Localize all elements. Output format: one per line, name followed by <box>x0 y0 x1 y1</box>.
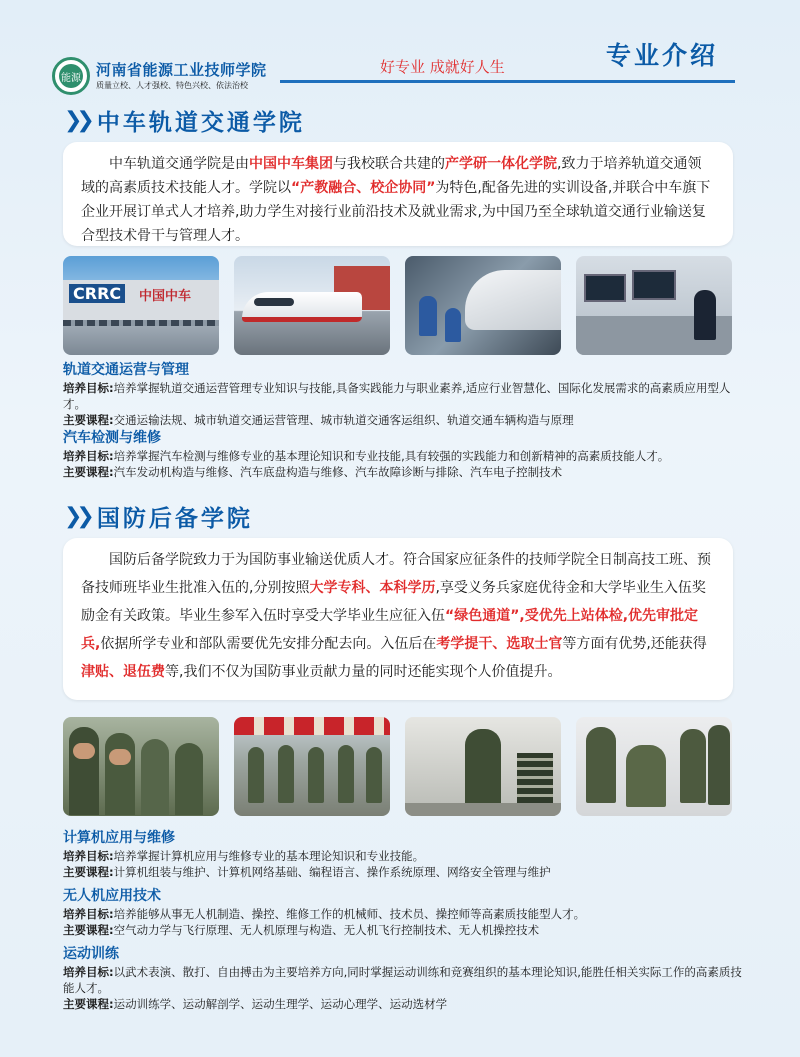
double-chevron-icon: ❯❯ <box>64 108 89 133</box>
goal-label: 培养目标: <box>63 907 114 921</box>
programs-crrc <box>63 360 743 480</box>
highlight-text: 大学专科、本科学历 <box>309 580 436 596</box>
photo-crrc-building <box>63 256 219 355</box>
intro-defense <box>63 538 733 700</box>
intro-crrc <box>63 142 733 246</box>
program-goal <box>63 848 743 864</box>
program-goal <box>63 448 743 464</box>
program-courses <box>63 922 743 938</box>
photo-bullet-train <box>234 256 390 355</box>
intro-text: ,致力于培养轨道交通领域的高素质技术技能人才。学院以 <box>81 156 702 196</box>
highlight-text: 产学研一体化学院 <box>445 156 557 172</box>
program-goal <box>63 380 743 412</box>
school-logo <box>52 57 90 95</box>
goal-text: 培养掌握汽车检测与维修专业的基本理论知识和专业技能,具有较强的实践能力和创新精神的高素质技能人才。 <box>113 449 670 463</box>
goal-label: 培养目标: <box>63 965 114 979</box>
programs-defense <box>63 828 743 1012</box>
photo-soldiers-snow <box>576 717 732 816</box>
intro-text: 等,我们不仅为国防事业贡献力量的同时还能实现个人价值提升。 <box>165 664 562 680</box>
goal-label: 培养目标: <box>63 849 114 863</box>
program-courses <box>63 464 743 480</box>
section-heading-defense <box>64 500 253 533</box>
program-courses <box>63 864 743 880</box>
photo-soldier-training <box>405 717 561 816</box>
slogan: 好专业 成就好人生 <box>380 58 505 76</box>
program-title: 运动训练 <box>63 946 119 962</box>
intro-text: 与我校联合共建的 <box>333 156 445 172</box>
highlight-text: 考学提干、选取士官 <box>436 636 563 652</box>
highlight-text: 中国中车集团 <box>249 156 333 172</box>
goal-text: 培养掌握计算机应用与维修专业的基本理论知识和专业技能。 <box>113 849 425 863</box>
course-text: 计算机组装与维护、计算机网络基础、编程语言、操作系统原理、网络安全管理与维护 <box>113 865 551 879</box>
course-label: 主要课程: <box>63 413 114 427</box>
intro-text: 为特色,配备先进的实训设备,并联合中车旗下企业开展订单式人才培养,助力学生对接行业前沿技术及就业需求,为中国乃至全球轨道交通行业输送复合型技术骨干与管理人才。 <box>81 180 711 244</box>
highlight-text: “产教融合、校企协同” <box>291 180 436 196</box>
goal-text: 以武术表演、散打、自由搏击为主要培养方向,同时掌握运动训练和竞赛组织的基本理论知识,能胜任相关实际工作的高素质技能人才。 <box>63 965 742 995</box>
intro-text: 依据所学专业和部队需要优先安排分配去向。入伍后在 <box>100 636 437 652</box>
photo-soldiers-drill <box>234 717 390 816</box>
program-title: 汽车检测与维修 <box>63 430 161 446</box>
course-label: 主要课程: <box>63 865 114 879</box>
course-text: 空气动力学与飞行原理、无人机原理与构造、无人机飞行控制技术、无人机操控技术 <box>113 923 540 937</box>
course-label: 主要课程: <box>63 465 114 479</box>
section-title: 国防后备学院 <box>96 506 253 532</box>
program-courses <box>63 996 743 1012</box>
school-motto: 质量立校、人才强校、特色兴校、依法治校 <box>96 81 248 90</box>
goal-text: 培养能够从事无人机制造、操控、维修工作的机械师、技术员、操控师等高素质技能型人才。 <box>113 907 586 921</box>
logo-emblem: 能源 <box>59 64 83 88</box>
header-divider <box>280 80 735 83</box>
course-text: 汽车发动机构造与维修、汽车底盘构造与维修、汽车故障诊断与排除、汽车电子控制技术 <box>113 465 563 479</box>
course-text: 交通运输法规、城市轨道交通运营管理、城市轨道交通客运组织、轨道交通车辆构造与原理 <box>113 413 574 427</box>
program-goal <box>63 906 743 922</box>
intro-text: 中车轨道交通学院是由 <box>109 156 249 172</box>
photo-train-workshop <box>405 256 561 355</box>
crrc-cn-sign: 中国中车 <box>139 289 192 304</box>
crrc-sign: CRRC <box>69 284 125 303</box>
course-label: 主要课程: <box>63 923 114 937</box>
highlight-text: “绿色通道”,受优先上站体检,优先审批定兵, <box>81 608 699 652</box>
program-item <box>63 944 743 1012</box>
program-item <box>63 828 743 880</box>
section-title: 中车轨道交通学院 <box>96 110 305 136</box>
program-item <box>63 428 743 480</box>
photo-simulator-room <box>576 256 732 355</box>
goal-label: 培养目标: <box>63 381 114 395</box>
page-header <box>0 0 800 96</box>
intro-text: 等方面有优势,还能获得 <box>562 636 707 652</box>
course-label: 主要课程: <box>63 997 114 1011</box>
highlight-text: 津贴、退伍费 <box>81 664 165 680</box>
program-item <box>63 886 743 938</box>
goal-label: 培养目标: <box>63 449 114 463</box>
double-chevron-icon: ❯❯ <box>64 504 89 529</box>
intro-text: 国防后备学院致力于为国防事业输送优质人才。符合国家应征条件的技师学院全日制高技工班、预备技师班毕业生批准入伍的,分别按照 <box>81 552 711 596</box>
program-title: 轨道交通运营与管理 <box>63 362 189 378</box>
school-name: 河南省能源工业技师学院 <box>96 61 267 79</box>
program-title: 无人机应用技术 <box>63 888 161 904</box>
program-title: 计算机应用与维修 <box>63 830 175 846</box>
page-title: 专业介绍 <box>606 41 719 70</box>
program-item <box>63 360 743 428</box>
program-courses <box>63 412 743 428</box>
section-heading-crrc <box>64 104 305 137</box>
program-goal <box>63 964 743 996</box>
intro-text: ,享受义务兵家庭优待金和大学毕业生入伍奖励金有关政策。毕业生参军入伍时享受大学毕业生应征入伍 <box>81 580 706 624</box>
goal-text: 培养掌握轨道交通运营管理专业知识与技能,具备实践能力与职业素养,适应行业智慧化、国际化发展需求的高素质应用型人才。 <box>63 381 731 411</box>
photo-soldiers-rank <box>63 717 219 816</box>
course-text: 运动训练学、运动解剖学、运动生理学、运动心理学、运动选材学 <box>113 997 448 1011</box>
